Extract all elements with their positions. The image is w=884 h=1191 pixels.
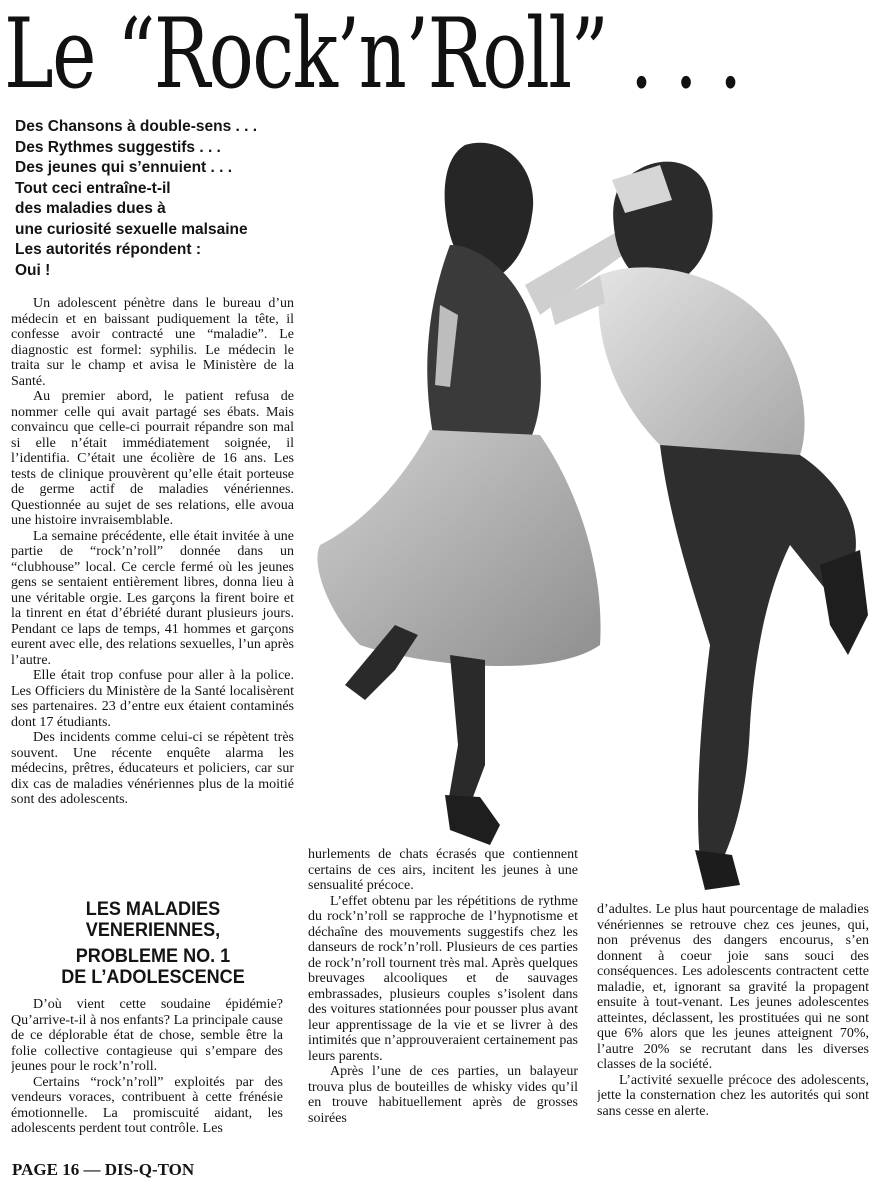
- deck: [15, 117, 315, 281]
- deck-line: Oui !: [15, 261, 51, 279]
- subheading-line: VENERIENNES,: [85, 919, 221, 941]
- subheading-line: PROBLEME NO. 1: [75, 946, 231, 967]
- paragraph: L’activité sexuelle précoce des adolescents, jette la consternation chez les autorités qui sont sans cesse en alerte.: [597, 1072, 869, 1119]
- paragraph: D’où vient cette soudaine épidémie? Qu’arrive-t-il à nos enfants? La principale cause de ce déplorable état de chose, semble être la folie collective contagieuse qui s’empare des jeunes pour le rock’n’roll.: [11, 997, 283, 1074]
- paragraph: Des incidents comme celui-ci se répètent très souvent. Une récente enquête alarma les médecins, prêtres, éducateurs et policiers, car sur dix cas de maladies vénériennes plus de la moitié sont des adolescents.: [11, 730, 294, 807]
- page-footer: PAGE 16 — DIS-Q-TON: [12, 1160, 195, 1179]
- subheading-line: DE L’ADOLESCENCE: [61, 966, 245, 988]
- article-column-3: [597, 902, 869, 1164]
- headline: Le “Rock’n’Roll” . . .: [4, 0, 741, 110]
- deck-line: Des Rythmes suggestifs . . .: [15, 138, 221, 156]
- female-dancer: [317, 143, 630, 845]
- paragraph: Certains “rock’n’roll” exploités par des vendeurs voraces, contribuent à cette frénésie émotionnelle. La promiscuité aidant, les adolescents perdent tout contrôle. Les: [11, 1074, 283, 1136]
- subheading: [15, 900, 291, 988]
- article-column-1: [11, 296, 294, 880]
- paragraph: hurlements de chats écrasés que contiennent certains de ces airs, incitent les jeunes à une sensualité précoce.: [308, 847, 578, 893]
- deck-line: Des Chansons à double-sens . . .: [15, 118, 258, 135]
- deck-line: Tout ceci entraîne-t-il: [15, 179, 171, 197]
- article-column-1-lower: [11, 997, 283, 1157]
- paragraph: Au premier abord, le patient refusa de nommer celle qui avait partagé ses ébats. Mais convaincu que celle-ci pourrait répandre son mal si elle n’était immédiatement soignée, il l’identifia. C’était une écolière de 16 ans. Les tests de clinique prouvèrent qu’elle était porteuse de germe actif de maladies vénériennes. Questionnée au sujet de ses relations, elle avoua une histoire invraisemblable.: [11, 389, 294, 528]
- deck-line: une curiosité sexuelle malsaine: [15, 220, 248, 238]
- paragraph: Elle était trop confuse pour aller à la police. Les Officiers du Ministère de la Santé localisèrent ses partenaires. 23 d’entre eux étaient contaminés dont 17 étudiants.: [11, 668, 294, 730]
- deck-line: des maladies dues à: [15, 200, 166, 217]
- deck-line: Les autorités répondent :: [15, 241, 202, 258]
- paragraph: Après l’une de ces parties, un balayeur trouva plus de bouteilles de whisky vides qu’il en trouve habituellement après de grosses soirées: [308, 1064, 578, 1126]
- paragraph: L’effet obtenu par les répétitions de rythme du rock’n’roll se rapproche de l’hypnotisme et déchaîne des mouvements suggestifs chez les danseurs de rock’n’roll. Plusieurs de ces parties de rock’n’roll tournent très mal. Après quelques breuvages alcooliques et de sauvages embrassades, plusieurs couples s’isolent dans des voitures stationnées pour pousser plus avant leur apprentissage de la vie et se livrer à des intimités que n’approuveraient certainement pas leurs parents.: [308, 893, 578, 1064]
- deck-line: Des jeunes qui s’ennuient . . .: [15, 159, 233, 176]
- subheading-line: LES MALADIES: [85, 899, 221, 920]
- paragraph: Un adolescent pénètre dans le bureau d’un médecin et en baissant pudiquement la tête, il confesse avoir contracté une “maladie”. Le diagnostic est formel: syphilis. Le médecin le traita sur le champ et avisa le Ministère de la Santé.: [11, 296, 294, 389]
- dancers-photo: [300, 125, 880, 895]
- paragraph: La semaine précédente, elle était invitée à une partie de “rock’n’roll” donnée dans un “clubhouse” local. Ce cercle fermé où les jeunes gens se sentaient entièrement libres, donna lieu à une véritable orgie. Les garçons la firent boire et la tinrent en état d’ébriété durant plusieurs jours. Pendant ce laps de temps, 41 hommes et garçons eurent avec elle, des relations sexuelles, l’un après l’autre.: [11, 528, 294, 668]
- paragraph: d’adultes. Le plus haut pourcentage de maladies vénériennes se retrouve chez ces jeunes, qui, non prévenus des dangers encourus, s’en donnent à coeur joie sans souci des conséquences. Les adolescents contractent cette maladie, et, ignorant sa gravité la propagent ensuite à tout-venant. Les jeunes adolescentes atteintes, déclassent, les prostituées qui ne sont que 6% alors que les jeunes atteignent 70%, l’autre 20% se recrutant dans les diverses classes de la société.: [597, 902, 869, 1072]
